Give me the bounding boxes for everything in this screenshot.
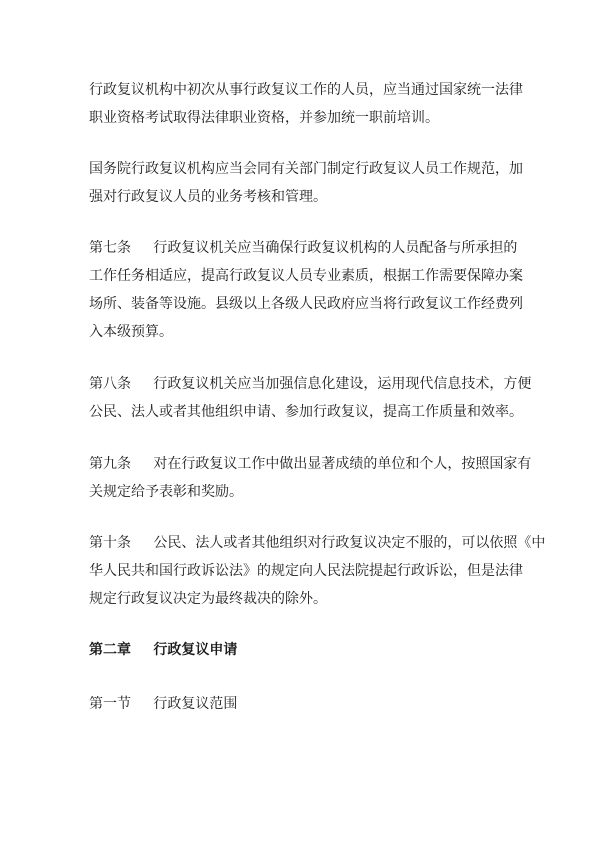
article-9-line-2: 关规定给予表彰和奖励。	[89, 484, 243, 500]
article-7-line-3: 场所、装备等设施。县级以上各级人民政府应当将行政复议工作经费列	[89, 296, 523, 312]
chapter-heading-line	[89, 636, 529, 664]
section-label: 第一节	[89, 696, 131, 712]
paragraph-1	[89, 76, 529, 132]
article-9-label: 第九条	[89, 456, 131, 472]
article-7-label: 第七条	[89, 240, 131, 256]
article-10-line-3: 规定行政复议决定为最终裁决的除外。	[89, 591, 327, 607]
article-10	[89, 529, 546, 613]
article-10-line-1	[89, 529, 546, 557]
article-9	[89, 450, 532, 506]
article-7-line-1	[89, 234, 529, 262]
chapter-heading	[89, 636, 529, 664]
section-heading	[89, 690, 529, 718]
section-title: 行政复议范围	[153, 696, 238, 712]
article-9-text-1: 对在行政复议工作中做出显著成绩的单位和个人，按照国家有	[153, 456, 532, 472]
section-heading-line	[89, 690, 529, 718]
article-8	[89, 370, 532, 426]
article-8-text-1: 行政复议机关应当加强信息化建设，运用现代信息技术，方便	[153, 376, 532, 392]
paragraph-1-line-1: 行政复议机构中初次从事行政复议工作的人员，应当通过国家统一法律	[89, 82, 523, 98]
article-8-line-1	[89, 370, 532, 398]
paragraph-2	[89, 155, 529, 211]
paragraph-2-line-1: 国务院行政复议机构应当会同有关部门制定行政复议人员工作规范，加	[89, 161, 523, 177]
article-10-line-2: 华人民共和国行政诉讼法》的规定向人民法院提起行政诉讼，但是法律	[89, 563, 523, 579]
article-7	[89, 234, 529, 346]
article-7-line-2: 工作任务相适应，提高行政复议人员专业素质，根据工作需要保障办案	[89, 268, 523, 284]
article-7-text-1: 行政复议机关应当确保行政复议机构的人员配备与所承担的	[153, 240, 518, 256]
article-10-label: 第十条	[89, 535, 131, 551]
article-10-text-1: 公民、法人或者其他组织对行政复议决定不服的，可以依照《中	[153, 535, 546, 551]
paragraph-1-line-2: 职业资格考试取得法律职业资格，并参加统一职前培训。	[89, 110, 439, 126]
chapter-title: 行政复议申请	[153, 642, 238, 658]
article-8-line-2: 公民、法人或者其他组织申请、参加行政复议，提高工作质量和效率。	[89, 404, 523, 420]
article-8-label: 第八条	[89, 376, 131, 392]
article-7-line-4: 入本级预算。	[89, 324, 173, 340]
chapter-label: 第二章	[89, 642, 131, 658]
article-9-line-1	[89, 450, 532, 478]
paragraph-2-line-2: 强对行政复议人员的业务考核和管理。	[89, 189, 327, 205]
